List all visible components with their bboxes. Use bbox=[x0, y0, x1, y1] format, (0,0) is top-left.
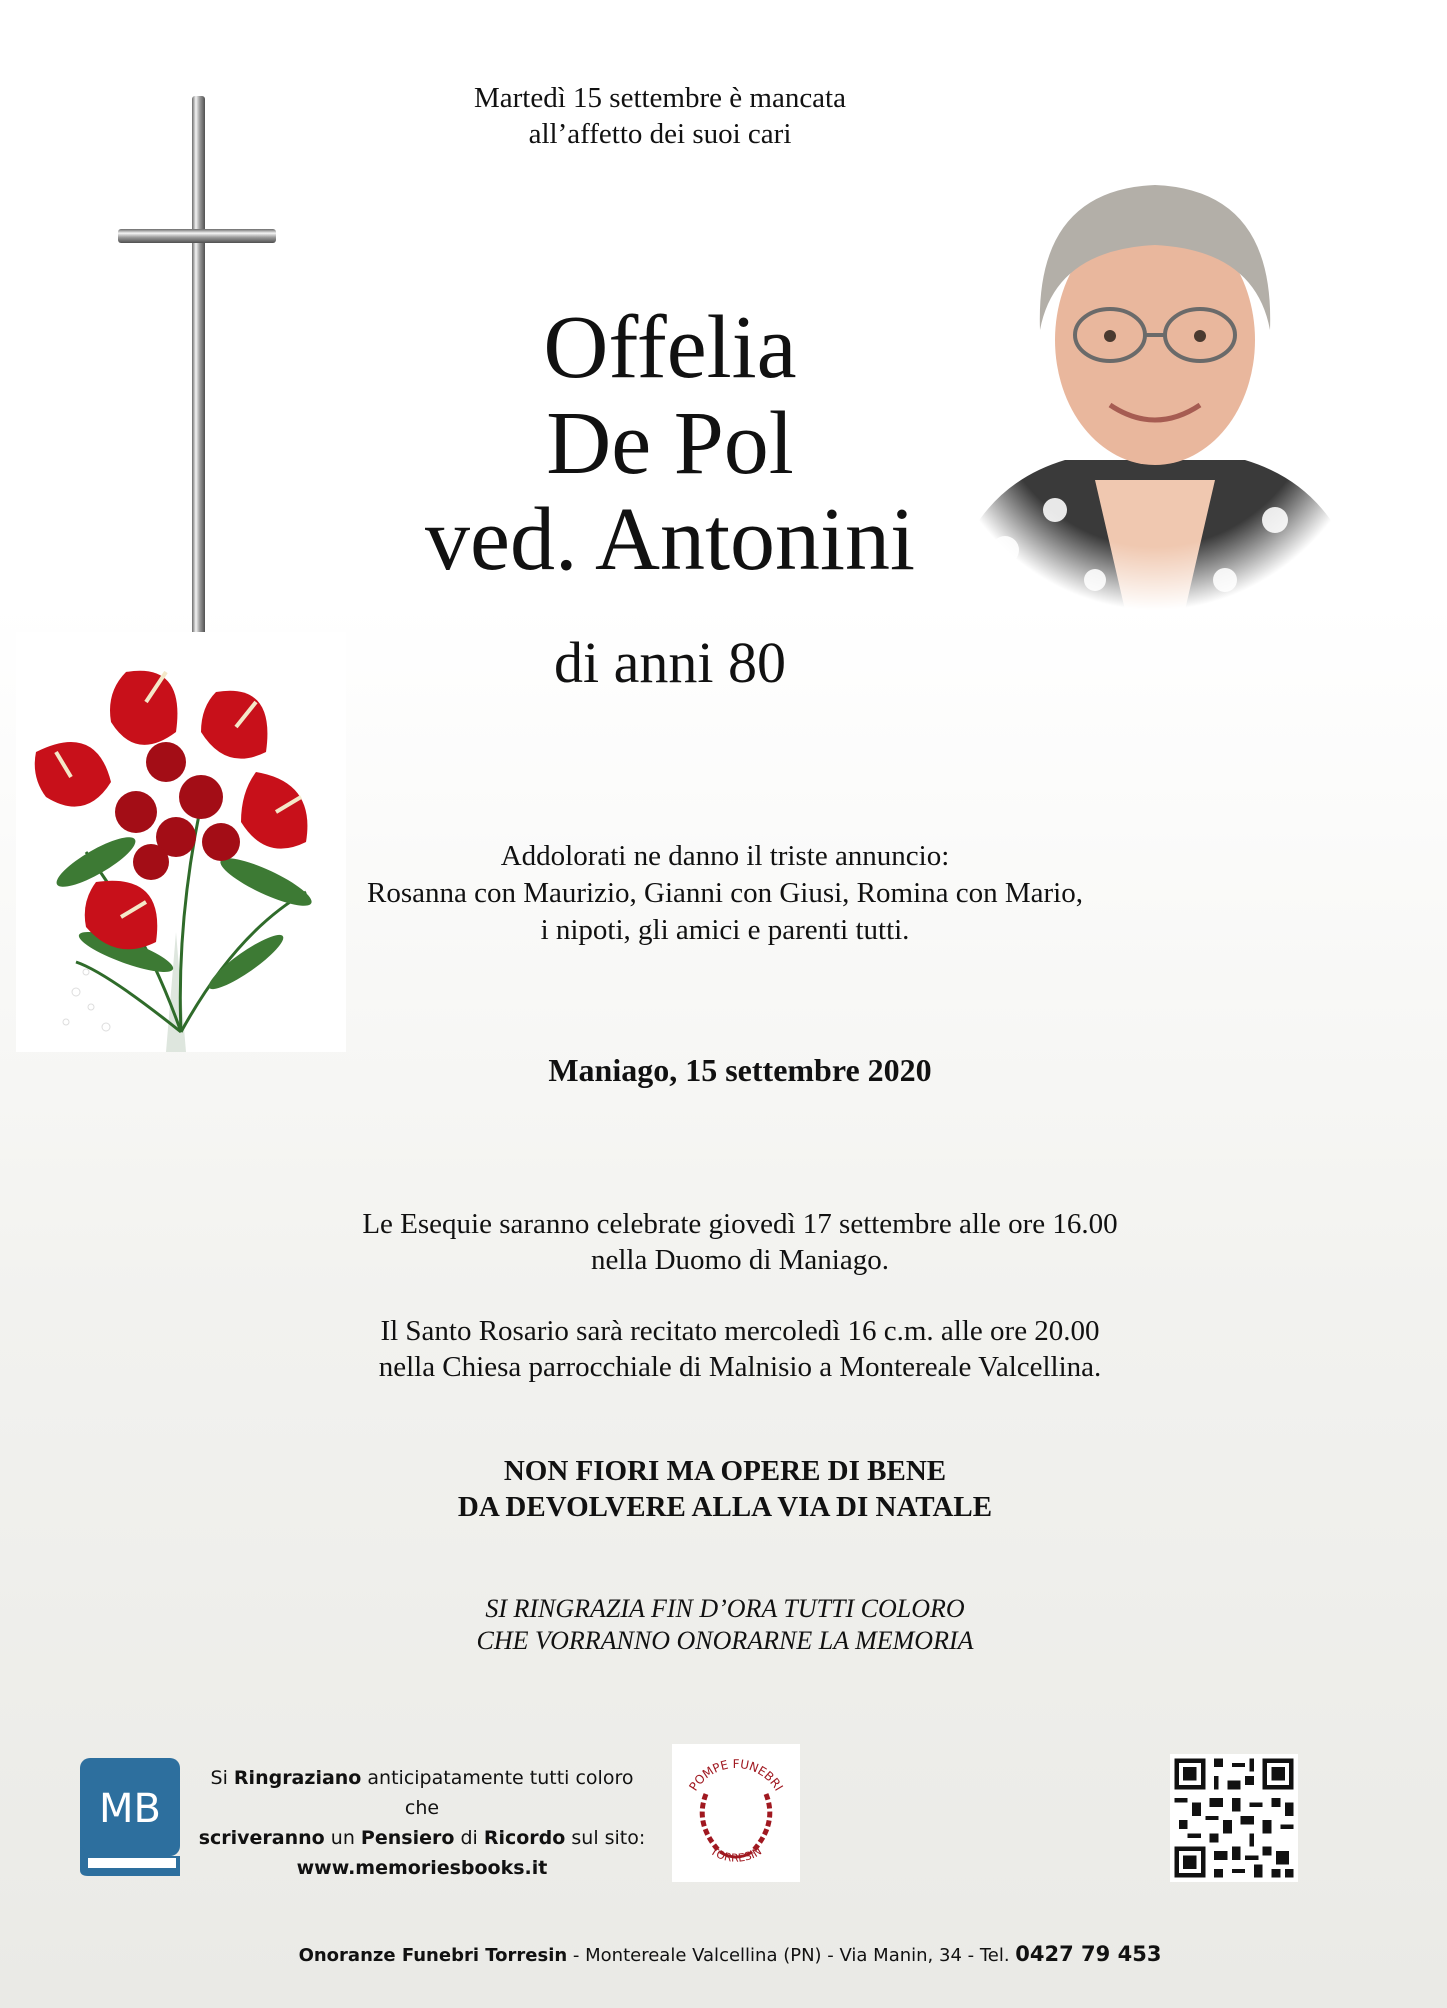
cross-icon bbox=[116, 96, 281, 656]
mb-t6: Pensiero bbox=[360, 1827, 455, 1849]
funeral-info bbox=[260, 1206, 1220, 1278]
no-flowers-line-1: NON FIORI MA OPERE DI BENE bbox=[503, 1455, 947, 1487]
first-name: Offelia bbox=[543, 298, 797, 397]
no-flowers-line-2: DA DEVOLVERE ALLA VIA DI NATALE bbox=[457, 1491, 993, 1523]
mb-t5: un bbox=[330, 1827, 355, 1849]
mb-t3: anticipatamente tutti coloro che bbox=[367, 1767, 634, 1819]
last-name: De Pol bbox=[546, 394, 794, 493]
mb-t1: Si bbox=[210, 1767, 228, 1789]
mb-line-2 bbox=[192, 1823, 652, 1853]
pf-top-text: POMPE FUNEBRI bbox=[686, 1756, 786, 1794]
intro-line-1: Martedì 15 settembre è mancata bbox=[473, 82, 846, 114]
deceased-name bbox=[330, 300, 1010, 588]
mb-t2: Ringraziano bbox=[233, 1767, 362, 1789]
mb-logo-text: MB bbox=[99, 1786, 161, 1832]
memoriesbooks-logo-icon bbox=[80, 1758, 180, 1876]
pompe-funebri-logo-icon bbox=[672, 1744, 800, 1882]
announcement-line-3: i nipoti, gli amici e parenti tutti. bbox=[540, 914, 910, 946]
thanks-line-1: SI RINGRAZIA FIN D’ORA TUTTI COLORO bbox=[485, 1594, 965, 1623]
rosary-info bbox=[260, 1313, 1220, 1385]
intro-line-2: all’affetto dei suoi cari bbox=[528, 118, 792, 150]
place-date: Maniago, 15 settembre 2020 bbox=[548, 1052, 932, 1088]
funeral-line-1: Le Esequie saranno celebrate giovedì 17 settembre alle ore 16.00 bbox=[362, 1208, 1118, 1240]
footer-phone[interactable]: 0427 79 453 bbox=[1015, 1942, 1162, 1966]
announcement-line-1: Addolorati ne danno il triste annuncio: bbox=[500, 840, 950, 872]
mb-url-text[interactable]: www.memoriesbooks.it bbox=[296, 1857, 548, 1879]
intro-text bbox=[360, 80, 960, 152]
memoriesbooks-message bbox=[192, 1763, 652, 1883]
flower-bouquet-icon bbox=[16, 632, 346, 1052]
rosary-line-1: Il Santo Rosario sarà recitato mercoledì 16 c.m. alle ore 20.00 bbox=[380, 1315, 1100, 1347]
pf-bottom-text: TORRESIN bbox=[708, 1844, 764, 1865]
footer bbox=[200, 1941, 1260, 1969]
thanks-line-2: CHE VORRANNO ONORARNE LA MEMORIA bbox=[476, 1626, 974, 1655]
thanks-notice bbox=[300, 1593, 1150, 1657]
footer-company: Onoranze Funebri Torresin bbox=[298, 1945, 568, 1966]
rosary-line-2: nella Chiesa parrocchiale di Malnisio a Montereale Valcellina. bbox=[378, 1351, 1102, 1383]
mb-t4: scriveranno bbox=[198, 1827, 325, 1849]
mb-url[interactable] bbox=[192, 1853, 652, 1883]
mb-t9: sul sito: bbox=[571, 1827, 646, 1849]
qr-code-icon[interactable] bbox=[1170, 1754, 1298, 1882]
funeral-line-2: nella Duomo di Maniago. bbox=[590, 1244, 889, 1276]
announcement bbox=[330, 838, 1120, 949]
widow-of: ved. Antonini bbox=[425, 490, 915, 589]
footer-address: - Montereale Valcellina (PN) - Via Manin, 34 - Tel. bbox=[567, 1945, 1016, 1966]
age-text: di anni 80 bbox=[554, 630, 786, 695]
mb-t8: Ricordo bbox=[483, 1827, 566, 1849]
announcement-line-2: Rosanna con Maurizio, Gianni con Giusi, Romina con Mario, bbox=[366, 877, 1083, 909]
mb-t7: di bbox=[460, 1827, 478, 1849]
no-flowers-notice bbox=[300, 1453, 1150, 1525]
mb-line-1 bbox=[192, 1763, 652, 1823]
